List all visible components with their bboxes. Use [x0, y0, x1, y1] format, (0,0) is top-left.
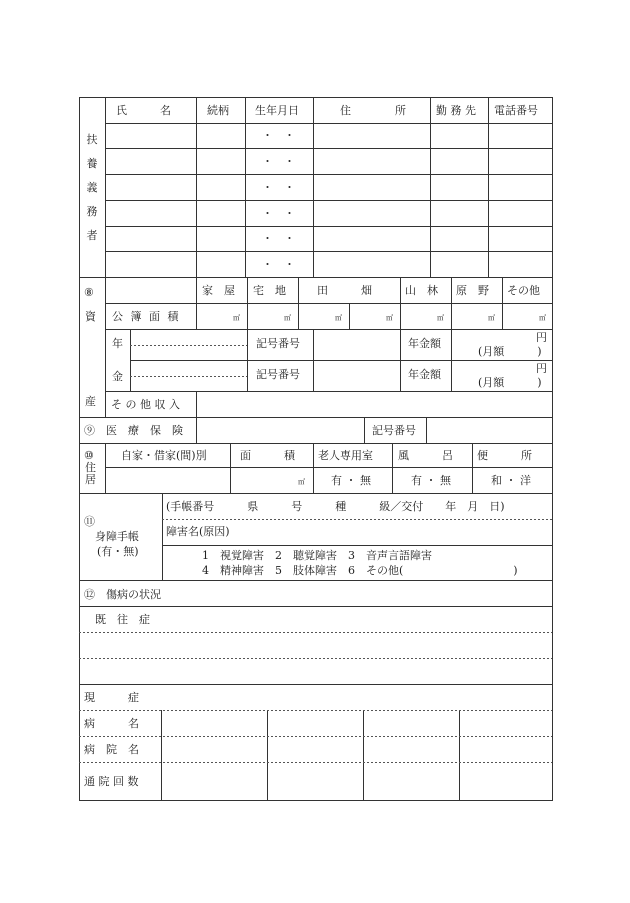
header-dob: 生年月日	[255, 104, 299, 117]
dob-dots-1: ・ ・	[262, 129, 295, 142]
header-workplace: 勤 務 先	[436, 104, 476, 117]
m2-2: ㎡	[284, 314, 291, 322]
dob-dots-2: ・ ・	[262, 155, 295, 168]
byomei: 病 名	[84, 717, 139, 730]
kioushou: 既 往 症	[95, 613, 150, 626]
dob-dots-6: ・ ・	[262, 258, 295, 271]
jukyo-m2: ㎡	[298, 478, 305, 486]
nenkingaku-1: 年金額	[408, 337, 441, 350]
furo: 風 呂	[398, 449, 453, 462]
kigo-1: 記号番号	[256, 337, 300, 350]
shogai-cause: 障害名(原因)	[166, 525, 230, 538]
jika-shakuya: 自家・借家(間)別	[121, 449, 207, 462]
fuyo-side-label: 扶 養 義 務 者	[86, 133, 98, 242]
jukyo-label: 住 居	[85, 461, 96, 486]
m2-5: ㎡	[437, 314, 444, 322]
shinsho-label: 身障手帳	[95, 530, 139, 543]
asset-label-1: 資	[85, 310, 96, 323]
iryo-kigo: 記号番号	[372, 424, 416, 437]
shinsho-num: ⑪	[84, 515, 95, 528]
byoin-mei: 病 院 名	[84, 743, 139, 756]
shogai-list-1: 1 視覚障害 2 聴覚障害 3 音声言語障害	[202, 549, 432, 562]
furo-umu: 有 ・ 無	[411, 474, 451, 487]
header-name: 氏 名	[116, 104, 171, 117]
asset-label-2: 産	[85, 395, 96, 408]
header-address: 住 所	[340, 104, 406, 117]
shinsho-umu: (有・無)	[97, 545, 139, 558]
m2-6: ㎡	[488, 314, 495, 322]
m2-4: ㎡	[386, 314, 393, 322]
genshou: 現 症	[84, 691, 139, 704]
nenkin-label-1: 年	[112, 337, 123, 350]
asset-num: ⑧	[84, 286, 94, 299]
koubo-menseki: 公 簿 面 積	[112, 310, 181, 323]
kigo-2: 記号番号	[256, 368, 300, 381]
nenkin-label-2: 金	[112, 370, 123, 383]
menseki: 面 積	[240, 449, 295, 462]
iryo-label: ⑨ 医 療 保 険	[84, 424, 183, 437]
dob-dots-3: ・ ・	[262, 181, 295, 194]
benjo: 便 所	[477, 449, 532, 462]
land-ta-hata: 田 畑	[317, 284, 372, 297]
yen-2: 円	[536, 362, 547, 375]
land-genya: 原 野	[456, 284, 489, 297]
getsugaku-1: (月額 )	[478, 345, 542, 358]
benjo-wayo: 和 ・ 洋	[491, 474, 531, 487]
m2-3: ㎡	[335, 314, 342, 322]
dob-dots-4: ・ ・	[262, 207, 295, 220]
rojin-room: 老人専用室	[318, 449, 373, 462]
other-income: そ の 他 収 入	[111, 398, 180, 411]
rojin-umu: 有 ・ 無	[331, 474, 371, 487]
yen-1: 円	[536, 331, 547, 344]
land-takuchi: 宅 地	[253, 284, 286, 297]
header-relation: 続柄	[207, 104, 229, 117]
m2-7: ㎡	[539, 314, 546, 322]
tsuin-kaisu: 通 院 回 数	[84, 775, 139, 788]
jukyo-num: ⑩	[84, 449, 94, 462]
techo-line: (手帳番号 県 号 種 級／交付 年 月 日)	[166, 500, 505, 513]
getsugaku-2: (月額 )	[478, 376, 542, 389]
shogai-list-2: 4 精神障害 5 肢体障害 6 その他( )	[202, 564, 518, 577]
m2-1: ㎡	[233, 314, 240, 322]
nenkingaku-2: 年金額	[408, 368, 441, 381]
land-sanrin: 山 林	[405, 284, 438, 297]
land-house: 家 屋	[202, 284, 235, 297]
land-other: その他	[507, 284, 540, 297]
dob-dots-5: ・ ・	[262, 232, 295, 245]
header-phone: 電話番号	[494, 104, 538, 117]
shobyo-title: ⑫ 傷病の状況	[84, 588, 161, 601]
